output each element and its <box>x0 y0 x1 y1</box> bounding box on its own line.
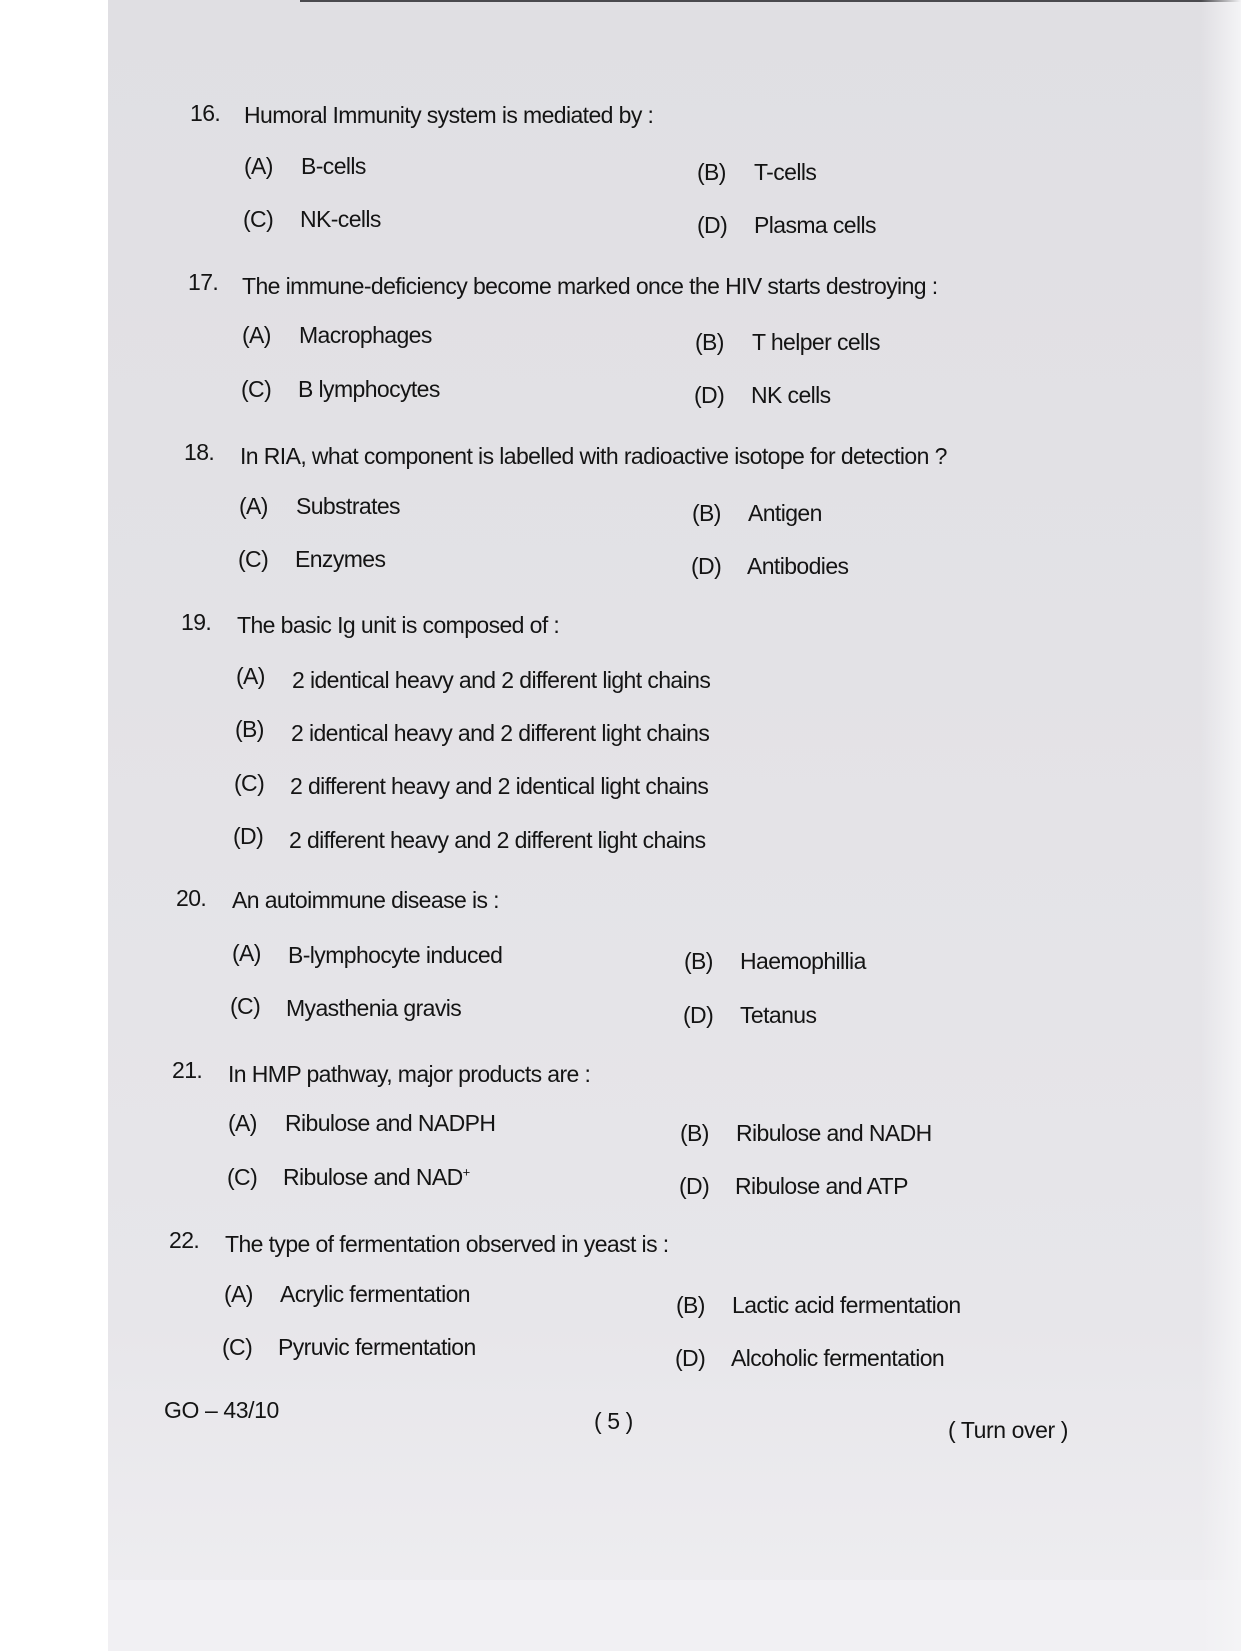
question-number: 18. <box>184 439 215 465</box>
option-d-label: (D) <box>675 1345 706 1371</box>
option-d-text: 2 different heavy and 2 different light chains <box>289 827 706 853</box>
option-c-label: (C) <box>227 1164 258 1190</box>
option-b-text: T helper cells <box>752 329 880 355</box>
question-number: 22. <box>169 1227 200 1253</box>
page-bottom-edge <box>108 1580 1241 1651</box>
question-text: Humoral Immunity system is mediated by : <box>244 102 654 128</box>
option-a-label: (A) <box>236 663 265 689</box>
question-number: 17. <box>188 269 219 295</box>
option-c-text: NK-cells <box>300 206 381 232</box>
question-text: The basic Ig unit is composed of : <box>237 612 560 638</box>
option-b-label: (B) <box>692 500 721 526</box>
option-d-text: NK cells <box>751 382 831 408</box>
option-c-label: (C) <box>222 1334 253 1360</box>
option-c-text: Myasthenia gravis <box>286 995 462 1021</box>
option-b-text: Antigen <box>748 500 822 526</box>
page-right-edge <box>1201 0 1241 1651</box>
option-b-label: (B) <box>684 948 713 974</box>
option-d-label: (D) <box>679 1173 710 1199</box>
option-c-text: 2 different heavy and 2 identical light chains <box>290 773 709 799</box>
option-d-label: (D) <box>694 382 725 408</box>
question-text: In RIA, what component is labelled with radioactive isotope for detection ? <box>240 443 947 469</box>
option-a-label: (A) <box>242 322 271 348</box>
option-d-label: (D) <box>683 1002 714 1028</box>
option-b-text: Ribulose and NADH <box>736 1120 932 1146</box>
option-b-label: (B) <box>676 1292 705 1318</box>
option-c-base-text: Ribulose and NAD <box>283 1164 463 1190</box>
option-b-label: (B) <box>697 159 726 185</box>
option-c-text: B lymphocytes <box>298 376 440 402</box>
option-b-text: T-cells <box>754 159 817 185</box>
option-b-label: (B) <box>695 329 724 355</box>
option-a-text: Acrylic fermentation <box>280 1281 470 1307</box>
scan-left-margin <box>0 0 108 1651</box>
option-a-text: 2 identical heavy and 2 different light chains <box>292 667 711 693</box>
option-c-text: Enzymes <box>295 546 386 572</box>
option-a-text: B-lymphocyte induced <box>288 942 503 968</box>
option-b-text: Lactic acid fermentation <box>732 1292 961 1318</box>
option-b-text: 2 identical heavy and 2 different light chains <box>291 720 710 746</box>
option-a-text: B-cells <box>301 153 366 179</box>
question-text: The type of fermentation observed in yeast is : <box>225 1231 669 1257</box>
option-d-label: (D) <box>697 212 728 238</box>
option-d-text: Plasma cells <box>754 212 876 238</box>
page-number: ( 5 ) <box>594 1408 633 1434</box>
option-a-label: (A) <box>224 1281 253 1307</box>
option-d-text: Antibodies <box>747 553 849 579</box>
question-number: 19. <box>181 609 212 635</box>
option-c-text: Pyruvic fermentation <box>278 1334 476 1360</box>
option-d-label: (D) <box>691 553 722 579</box>
question-text: The immune-deficiency become marked once the HIV starts destroying : <box>242 273 938 299</box>
question-number: 16. <box>190 100 221 126</box>
question-number: 20. <box>176 885 207 911</box>
option-d-text: Tetanus <box>740 1002 817 1028</box>
turn-over-note: ( Turn over ) <box>948 1417 1069 1443</box>
option-c-text <box>283 1163 470 1191</box>
page-top-edge <box>300 0 1241 2</box>
option-c-label: (C) <box>241 376 272 402</box>
option-a-text: Substrates <box>296 493 400 519</box>
option-a-text: Ribulose and NADPH <box>285 1110 496 1136</box>
option-a-label: (A) <box>232 940 261 966</box>
option-d-text: Ribulose and ATP <box>735 1173 908 1199</box>
question-text: In HMP pathway, major products are : <box>228 1061 591 1087</box>
option-d-label: (D) <box>233 823 264 849</box>
option-c-label: (C) <box>243 206 274 232</box>
option-a-label: (A) <box>244 153 273 179</box>
option-d-text: Alcoholic fermentation <box>731 1345 945 1371</box>
option-b-label: (B) <box>680 1120 709 1146</box>
paper-code: GO – 43/10 <box>164 1397 279 1423</box>
option-c-label: (C) <box>234 770 265 796</box>
option-c-label: (C) <box>230 993 261 1019</box>
option-b-label: (B) <box>235 716 264 742</box>
question-text: An autoimmune disease is : <box>232 887 499 913</box>
option-b-text: Haemophillia <box>740 948 866 974</box>
option-c-label: (C) <box>238 546 269 572</box>
superscript-plus: + <box>462 1164 470 1180</box>
question-number: 21. <box>172 1057 203 1083</box>
option-a-label: (A) <box>228 1110 257 1136</box>
option-a-label: (A) <box>239 493 268 519</box>
option-a-text: Macrophages <box>299 322 432 348</box>
